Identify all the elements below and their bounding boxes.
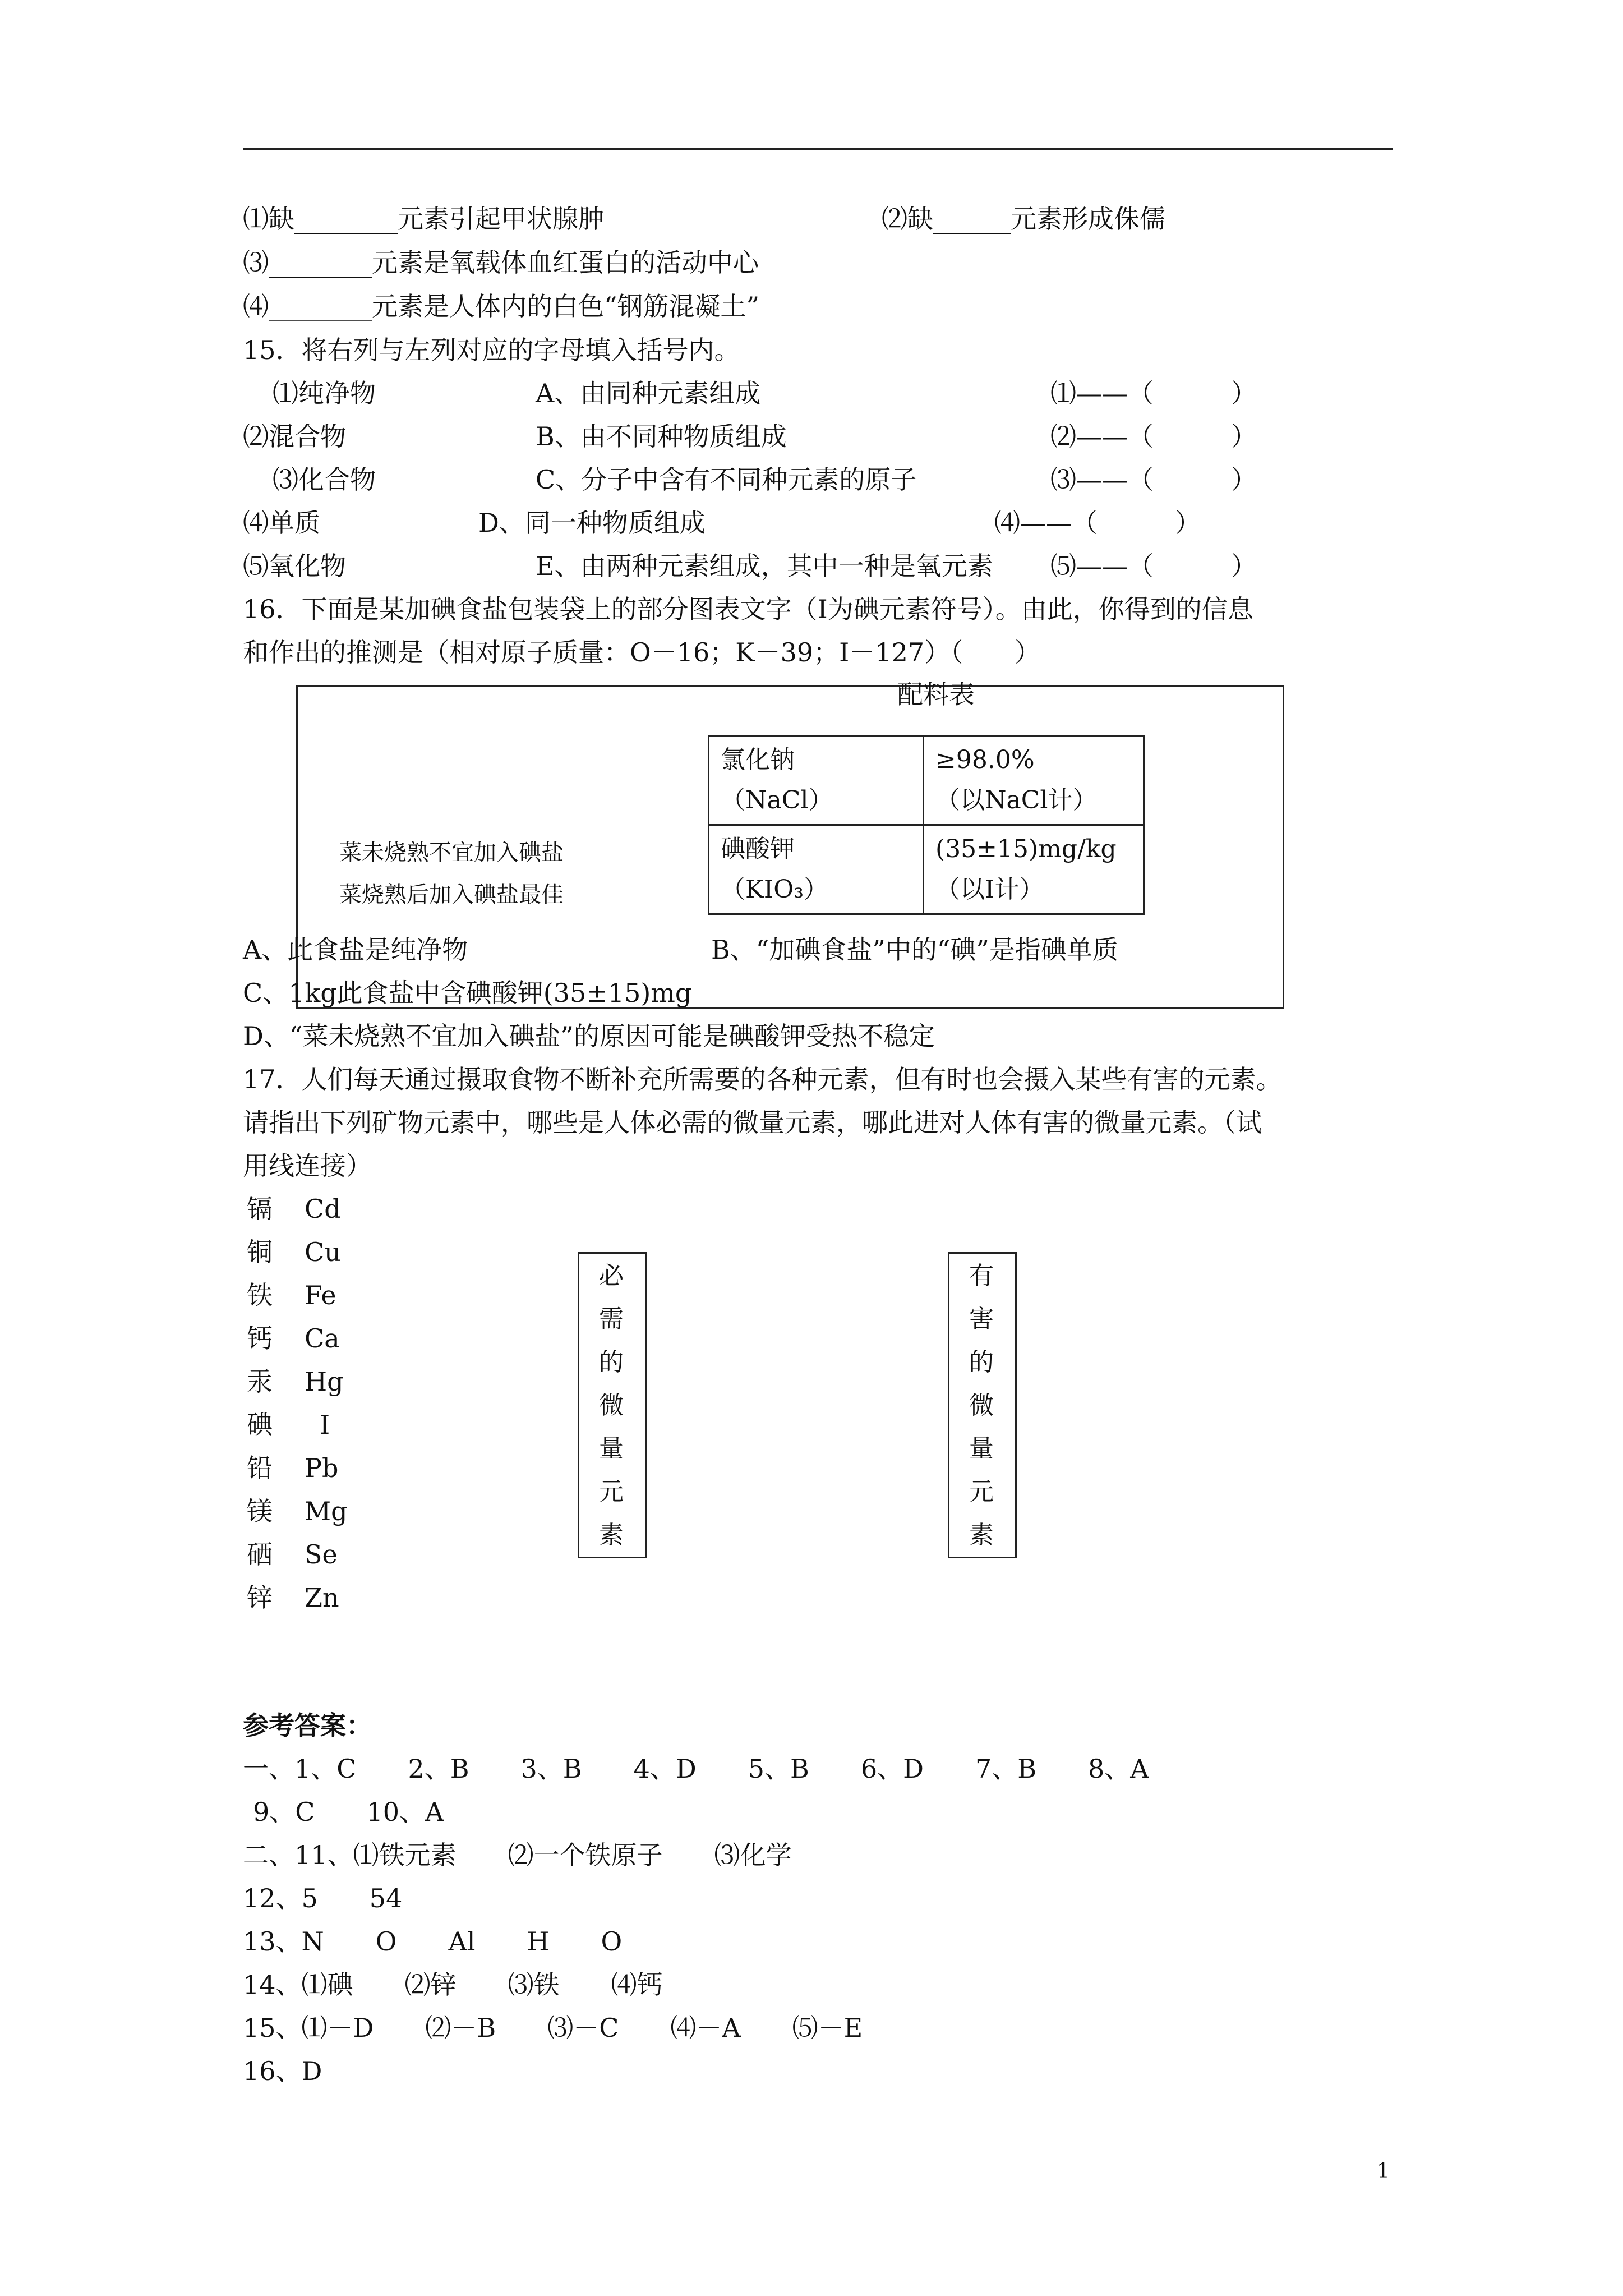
q15-right-4: ⑷——（ ） <box>994 508 1201 538</box>
cell-line: （以NaCl计） <box>935 786 1098 815</box>
q16-note1: 菜未烧熟不宜加入碘盐 <box>339 840 564 866</box>
element-name: 汞 <box>247 1366 273 1397</box>
q15-left-1: ⑴纯净物 <box>273 378 376 408</box>
answers-line6: 14、⑴碘 ⑵锌 ⑶铁 ⑷钙 <box>243 1970 663 2000</box>
q15-mid-3: C、分子中含有不同种元素的原子 <box>536 464 917 495</box>
q16-line1: 16．下面是某加碘食盐包装袋上的部分图表文字（I为碘元素符号）。由此，你得到的信息 <box>243 594 1253 624</box>
element-symbol: Ca <box>305 1323 340 1354</box>
answers-line1: 一、1、C 2、B 3、B 4、D 5、B 6、D 7、B 8、A <box>243 1754 1149 1784</box>
q15-right-3: ⑶——（ ） <box>1050 464 1257 495</box>
element-symbol: Fe <box>305 1280 336 1310</box>
cell-line: （KIO₃） <box>721 875 828 904</box>
element-symbol: Pb <box>305 1453 339 1483</box>
element-name: 铜 <box>247 1237 273 1267</box>
q15-left-4: ⑷单质 <box>243 508 320 538</box>
element-name: 碘 <box>247 1410 273 1440</box>
element-name: 铁 <box>247 1280 273 1310</box>
cell-line: ≥98.0% <box>935 746 1035 774</box>
q15-title: 15．将右列与左列对应的字母填入括号内。 <box>243 335 740 365</box>
table-cell <box>709 736 924 825</box>
answers-line8: 16、D <box>243 2056 322 2086</box>
box-char: 微 <box>599 1391 624 1420</box>
q16-line2: 和作出的推测是（相对原子质量：O－16；K－39；I－127）（ ） <box>243 637 1041 668</box>
cell-line: （NaCl） <box>721 786 833 815</box>
cell-line: （以I计） <box>935 875 1044 904</box>
answers-title: 参考答案： <box>243 1710 372 1741</box>
q15-mid-1: A、由同种元素组成 <box>536 378 761 408</box>
answers-line7: 15、⑴－D ⑵－B ⑶－C ⑷－A ⑸－E <box>243 2013 863 2043</box>
q15-left-5: ⑸氧化物 <box>243 551 346 581</box>
harmful-trace-elements-label <box>948 1254 1015 1557</box>
box-char: 微 <box>969 1391 994 1420</box>
box-char: 元 <box>599 1478 624 1506</box>
table-cell <box>709 825 924 914</box>
q15-left-2: ⑵混合物 <box>243 421 346 452</box>
element-name: 锌 <box>247 1582 273 1613</box>
page-number: 1 <box>1377 2160 1390 2183</box>
q15-right-1: ⑴——（ ） <box>1050 378 1257 408</box>
box-char: 量 <box>599 1434 624 1463</box>
element-symbol: I <box>320 1410 330 1440</box>
cell-line: (35±15)mg/kg <box>935 835 1117 863</box>
answers-line3: 二、11、⑴铁元素 ⑵一个铁原子 ⑶化学 <box>243 1840 792 1870</box>
box-char: 必 <box>599 1262 624 1290</box>
essential-trace-elements-label <box>578 1254 645 1557</box>
cell-line: 氯化钠 <box>721 746 795 774</box>
answers-line2: 9、C 10、A <box>253 1797 444 1827</box>
table-cell <box>924 825 1144 914</box>
q17-line1: 17．人们每天通过摄取食物不断补充所需要的各种元素，但有时也会摄入某些有害的元素。 <box>243 1064 1282 1094</box>
header-rule <box>243 148 1393 150</box>
q14-line3: ⑷________元素是人体内的白色“钢筋混凝土” <box>243 291 760 321</box>
element-symbol: Cd <box>305 1194 341 1224</box>
element-name: 钙 <box>247 1323 273 1354</box>
box-char: 量 <box>969 1434 994 1463</box>
q16-option-c: C、1kg此食盐中含碘酸钾(35±15)mg <box>243 978 692 1008</box>
q16-option-b: B、“加碘食盐”中的“碘”是指碘单质 <box>711 935 1118 965</box>
element-symbol: Cu <box>305 1237 341 1267</box>
q16-option-a: A、此食盐是纯净物 <box>243 935 468 965</box>
table-cell <box>924 736 1144 825</box>
element-symbol: Se <box>305 1539 338 1570</box>
element-symbol: Hg <box>305 1366 344 1397</box>
element-name: 镁 <box>247 1496 273 1526</box>
q15-left-3: ⑶化合物 <box>273 464 376 495</box>
table-row <box>709 825 1144 914</box>
q15-mid-4: D、同一种物质组成 <box>478 508 706 538</box>
q17-line3: 用线连接） <box>243 1151 372 1181</box>
element-name: 镉 <box>247 1194 273 1224</box>
answers-line5: 13、N O Al H O <box>243 1926 623 1957</box>
q16-table-title: 配料表 <box>897 679 975 710</box>
cell-line: 碘酸钾 <box>721 835 795 863</box>
q14-line1b: ⑵缺______元素形成侏儒 <box>882 204 1165 234</box>
box-char: 害 <box>969 1305 994 1333</box>
q15-right-2: ⑵——（ ） <box>1050 421 1257 452</box>
box-char: 元 <box>969 1478 994 1506</box>
q15-right-5: ⑸——（ ） <box>1050 551 1257 581</box>
box-char: 有 <box>969 1262 994 1290</box>
table-row <box>709 736 1144 825</box>
q15-mid-5: E、由两种元素组成，其中一种是氧元素 <box>536 551 993 581</box>
q16-option-d: D、“菜未烧熟不宜加入碘盐”的原因可能是碘酸钾受热不稳定 <box>243 1021 935 1051</box>
answers-line4: 12、5 54 <box>243 1883 403 1913</box>
box-char: 素 <box>599 1521 624 1549</box>
ingredient-table <box>708 735 1145 915</box>
q16-note2: 菜烧熟后加入碘盐最佳 <box>339 882 564 908</box>
q15-mid-2: B、由不同种物质组成 <box>536 421 787 452</box>
box-char: 需 <box>599 1305 624 1333</box>
q14-line1a: ⑴缺________元素引起甲状腺肿 <box>243 204 604 234</box>
element-symbol: Zn <box>305 1582 339 1613</box>
element-symbol: Mg <box>305 1496 348 1526</box>
box-char: 的 <box>599 1348 624 1377</box>
box-char: 素 <box>969 1521 994 1549</box>
box-char: 的 <box>969 1348 994 1377</box>
element-name: 硒 <box>247 1539 273 1570</box>
element-name: 铅 <box>247 1453 273 1483</box>
q14-line2: ⑶________元素是氧载体血红蛋白的活动中心 <box>243 247 759 278</box>
q17-line2: 请指出下列矿物元素中，哪些是人体必需的微量元素，哪此进对人体有害的微量元素。（试 <box>243 1107 1262 1138</box>
